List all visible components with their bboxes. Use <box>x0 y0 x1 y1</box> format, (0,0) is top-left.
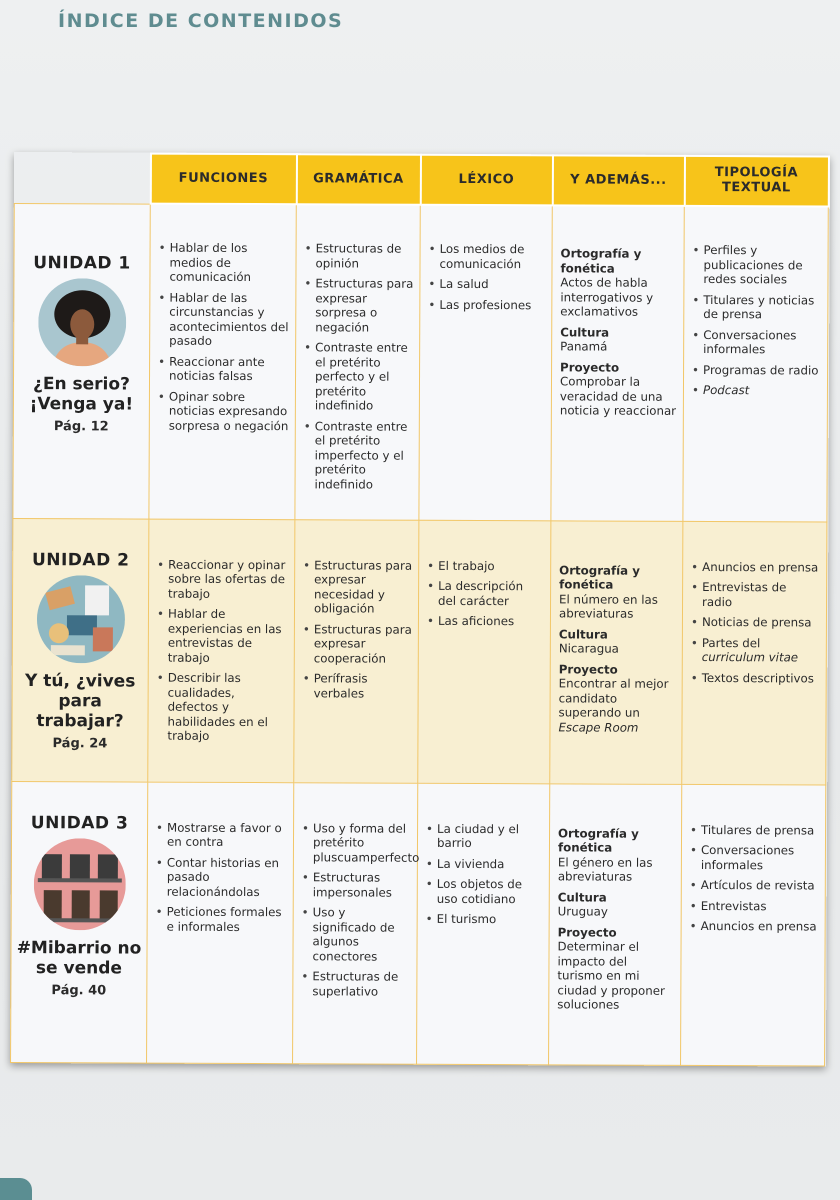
unit-row-1 <box>13 203 828 522</box>
unit-page: Pág. 40 <box>51 983 107 999</box>
unit-page: Pág. 24 <box>52 736 108 752</box>
funciones-cell <box>148 519 295 783</box>
list-item: • Uso y forma del pretérito pluscuamperfecto <box>302 821 411 865</box>
list-item: • Estructuras para expresar cooperación <box>303 622 412 666</box>
section-body: Nicaragua <box>558 641 619 656</box>
list-item: • Titulares de prensa <box>690 822 819 837</box>
contents-table-sheet <box>10 152 828 1040</box>
section-body: Comprobar la veracidad de una noticia y reaccionar <box>559 374 677 418</box>
list-item: • Peticiones formales e informales <box>156 905 287 935</box>
list-item: • Noticias de prensa <box>691 615 820 630</box>
list-item: • Hablar de experiencias en las entrevistas de trabajo <box>157 607 288 666</box>
list-item: • Estructuras de opinión <box>304 241 413 270</box>
unit-title: Y tú, ¿vives para trabajar? <box>24 671 136 732</box>
list-item: • Reaccionar y opinar sobre las ofertas de trabajo <box>157 557 288 601</box>
funciones-cell <box>147 782 294 1064</box>
unit-2-desk-photo <box>36 575 124 663</box>
list-item: • La descripción del carácter <box>427 579 544 609</box>
gramatica-cell <box>295 204 420 520</box>
list-item: • Titulares y noticias de prensa <box>692 292 821 322</box>
list-item: • Programas de radio <box>692 362 821 377</box>
section-body <box>558 676 675 735</box>
section-body: Actos de habla interrogativos y exclamativos <box>560 275 654 319</box>
section-heading: Cultura <box>560 324 610 340</box>
list-item: • Entrevistas <box>690 898 819 913</box>
unit-row-2 <box>12 518 827 785</box>
section-heading: Cultura <box>558 626 608 642</box>
section-heading: Ortografía y fonética <box>560 246 642 276</box>
unit-3-building-photo <box>33 838 125 930</box>
list-item: • Entrevistas de radio <box>691 580 820 610</box>
unit-1-woman-photo <box>38 278 126 366</box>
cv-text: curriculum vitae <box>701 650 799 665</box>
unit-label: UNIDAD 1 <box>33 252 131 274</box>
list-item: • Los medios de comunicación <box>428 242 545 272</box>
section-heading: Ortografía y fonética <box>559 562 640 592</box>
unit-title: ¿En serio? ¡Venga ya! <box>29 374 134 415</box>
unit-cell-2 <box>12 518 149 782</box>
unit-label: UNIDAD 2 <box>31 549 130 571</box>
list-item <box>691 635 820 665</box>
unit-cell-1 <box>13 203 150 519</box>
lexico-cell <box>417 783 550 1065</box>
section-heading: Proyecto <box>558 661 618 677</box>
list-item: • Opinar sobre noticias expresando sorpresa o negación <box>158 389 289 433</box>
page-title: ÍNDICE DE CONTENIDOS <box>58 10 344 32</box>
gramatica-cell <box>294 519 419 783</box>
list-item: • El turismo <box>426 912 543 927</box>
list-item: • Conversaciones informales <box>690 843 819 873</box>
list-item: • Contraste entre el pretérito perfecto y el pretérito indefinido <box>304 340 413 413</box>
section-heading: Ortografía y fonética <box>557 825 639 855</box>
list-item: • La ciudad y el barrio <box>426 821 543 851</box>
funciones-cell <box>149 204 296 520</box>
list-item: • Uso y significado de algunos conectores <box>301 905 410 963</box>
tipologia-cell <box>682 521 827 785</box>
list-item: • Hablar de los medios de comunicación <box>158 241 289 285</box>
section-body: Uruguay <box>557 904 608 919</box>
header-lexico: LÉXICO <box>420 155 552 206</box>
section-heading: Proyecto <box>560 359 620 375</box>
escape-room-text: Escape Room <box>558 719 639 735</box>
section-body: El número en las abreviaturas <box>558 591 658 621</box>
list-item: • Perífrasis verbales <box>303 671 412 700</box>
list-item <box>692 383 821 398</box>
ademas-cell <box>549 783 682 1065</box>
section-body: Determinar el impacto del turismo en mi ciudad y proponer soluciones <box>557 939 665 1012</box>
section-body: El género en las abreviaturas <box>557 854 653 884</box>
list-item: • Estructuras para expresar sorpresa o negación <box>304 276 413 334</box>
list-item: • Conversaciones informales <box>692 327 821 357</box>
header-blank <box>14 153 150 204</box>
unit-label: UNIDAD 3 <box>30 812 129 834</box>
page-corner-tab <box>0 1178 32 1200</box>
section-heading: Cultura <box>557 889 607 905</box>
unit-page: Pág. 12 <box>53 419 109 435</box>
list-item: • Los objetos de uso cotidiano <box>426 877 543 907</box>
header-tipologia: TIPOLOGÍA TEXTUAL <box>684 156 828 207</box>
lexico-cell <box>418 520 551 784</box>
project-text: Encontrar al mejor candidato superando un <box>558 676 669 720</box>
list-item: • Reaccionar ante noticias falsas <box>158 354 289 384</box>
list-item: • Perfiles y publicaciones de redes sociales <box>692 243 821 287</box>
list-item: • Textos descriptivos <box>691 670 820 685</box>
list-item: • Contraste entre el pretérito imperfecto y el pretérito indefinido <box>304 419 413 492</box>
cv-prefix: Partes del <box>701 635 761 650</box>
list-item: • Describir las cualidades, defectos y habilidades en el trabajo <box>156 671 287 744</box>
header-funciones: FUNCIONES <box>150 154 296 205</box>
list-item: • Mostrarse a favor o en contra <box>156 820 287 850</box>
list-item: • Estructuras impersonales <box>302 870 411 899</box>
contents-table <box>10 152 829 1066</box>
list-item: • Estructuras para expresar necesidad y obligación <box>303 558 412 616</box>
unit-cell-3 <box>11 781 148 1063</box>
header-row <box>14 153 828 207</box>
ademas-cell <box>550 520 683 784</box>
list-item: • Las aficiones <box>427 614 544 629</box>
tipologia-cell <box>683 206 828 522</box>
list-item: • La vivienda <box>426 856 543 871</box>
tipologia-cell <box>681 784 826 1066</box>
list-item: • Anuncios en prensa <box>691 559 820 574</box>
list-item: • Contar historias en pasado relacionándolas <box>156 855 287 899</box>
podcast-text: Podcast <box>702 383 750 398</box>
list-item: • Anuncios en prensa <box>690 919 819 934</box>
section-heading: Proyecto <box>557 924 617 940</box>
list-item: • Estructuras de superlativo <box>301 969 410 998</box>
unit-title: #Mibarrio no se vende <box>16 938 142 979</box>
list-item: • La salud <box>428 277 545 292</box>
header-ademas: Y ADEMÁS... <box>552 155 684 206</box>
section-body: Panamá <box>560 339 608 354</box>
list-item: • Las profesiones <box>428 297 545 312</box>
list-item: • Artículos de revista <box>690 878 819 893</box>
gramatica-cell <box>293 782 418 1064</box>
ademas-cell <box>551 205 684 521</box>
list-item: • Hablar de las circunstancias y acontecimientos del pasado <box>158 290 289 349</box>
header-gramatica: GRAMÁTICA <box>296 154 420 205</box>
list-item: • El trabajo <box>427 558 544 573</box>
unit-row-3 <box>11 781 826 1066</box>
lexico-cell <box>419 205 552 521</box>
